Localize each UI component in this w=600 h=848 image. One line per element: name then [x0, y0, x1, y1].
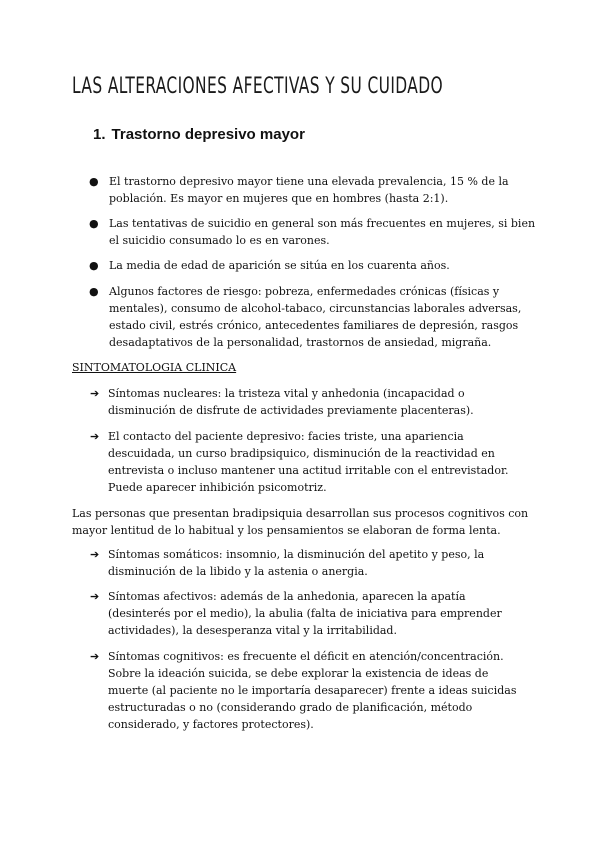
arrow-right-icon: ➔: [90, 387, 100, 400]
bullet-icon: ●: [89, 175, 99, 188]
document-title: LAS ALTERACIONES AFECTIVAS Y SU CUIDADO: [72, 74, 444, 99]
bullet-list: [87, 283, 537, 351]
subheading-sintomatologia: SINTOMATOLOGIA CLINICA: [72, 361, 237, 374]
bullet-text: El trastorno depresivo mayor tiene una elevada prevalencia, 15 % de la población. Es mayor en mujeres que en hombres (hasta 2:1).: [109, 175, 509, 205]
arrow-right-icon: ➔: [90, 548, 100, 561]
arrow-list: [90, 428, 530, 496]
list-item: [90, 588, 530, 639]
arrow-item-text: Síntomas afectivos: además de la anhedonia, aparecen la apatía (desinterés por el medio), la abulia (falta de iniciativa para emprender actividades), la desesperanza vital y la irritabilidad.: [108, 590, 502, 637]
list-item: [87, 215, 537, 249]
arrow-right-icon: ➔: [90, 430, 100, 443]
list-item: [87, 283, 537, 351]
arrow-item-text: El contacto del paciente depresivo: facies triste, una apariencia descuidada, un curso bradipsiquico, disminución de la reactividad en entrevista o incluso mantener una actitud irritable con el entrevistador. Puede aparecer inhibición psicomotriz.: [108, 430, 509, 494]
section-title: Trastorno depresivo mayor: [111, 126, 305, 143]
arrow-list: [90, 588, 530, 639]
bullet-list: [87, 173, 537, 207]
arrow-item-text: Síntomas somáticos: insomnio, la disminución del apetito y peso, la disminución de la libido y la astenia o anergia.: [108, 548, 485, 578]
section-number: 1.: [93, 126, 106, 143]
list-item: [87, 257, 537, 274]
bullet-icon: ●: [89, 285, 99, 298]
section-heading: [93, 126, 305, 143]
list-item: [87, 173, 537, 207]
bullet-icon: ●: [89, 259, 99, 272]
arrow-right-icon: ➔: [90, 650, 100, 663]
list-item: [90, 385, 530, 419]
arrow-item-text: Síntomas cognitivos: es frecuente el déficit en atención/concentración. Sobre la ideación suicida, se debe explorar la existencia de ideas de muerte (al paciente no le importaría desaparecer) frente a ideas suicidas estructuradas o no (considerando grado de planificación, método considerado, y factores protectores).: [108, 650, 517, 731]
arrow-list: [90, 648, 530, 733]
bradipsiquia-paragraph: Las personas que presentan bradipsiquia desarrollan sus procesos cognitivos con mayor lentitud de lo habitual y los pensamientos se elaboran de forma lenta.: [72, 507, 529, 537]
arrow-list: [90, 385, 530, 419]
bullet-text: La media de edad de aparición se sitúa en los cuarenta años.: [109, 259, 450, 272]
bullet-list: [87, 257, 537, 274]
bullet-icon: ●: [89, 217, 99, 230]
bullet-list: [87, 215, 537, 249]
bullet-text: Algunos factores de riesgo: pobreza, enfermedades crónicas (físicas y mentales), consumo de alcohol-tabaco, circunstancias laborales adversas, estado civil, estrés crónico, antecedentes familiares de depresión, rasgos desadaptativos de la personalidad, trastornos de ansiedad, migraña.: [109, 285, 522, 349]
list-item: [90, 648, 530, 733]
arrow-list: [90, 546, 530, 580]
arrow-item-text: Síntomas nucleares: la tristeza vital y anhedonia (incapacidad o disminución de disfrute de actividades previamente placenteras).: [108, 387, 474, 417]
arrow-right-icon: ➔: [90, 590, 100, 603]
bullet-text: Las tentativas de suicidio en general son más frecuentes en mujeres, si bien el suicidio consumado lo es en varones.: [109, 217, 536, 247]
list-item: [90, 428, 530, 496]
list-item: [90, 546, 530, 580]
